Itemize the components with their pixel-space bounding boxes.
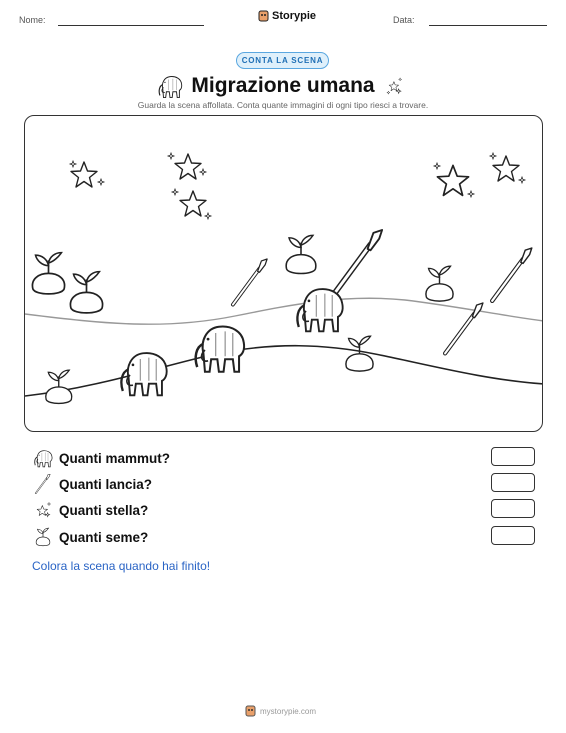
mammoth-icon — [33, 448, 53, 468]
question-star — [33, 499, 543, 521]
brand-name: Storypie — [272, 10, 317, 22]
sparkle-icon — [200, 169, 206, 175]
spear-icon — [492, 248, 532, 301]
question-mammoth — [33, 447, 543, 469]
brand — [258, 10, 316, 22]
name-field[interactable] — [58, 25, 204, 26]
seed-icon — [346, 336, 373, 371]
answer-box-seed[interactable] — [491, 526, 535, 545]
name-label: Nome: — [19, 15, 46, 25]
seed-icon — [32, 253, 64, 294]
sparkle-icon — [70, 161, 76, 167]
sparkle-icon — [468, 191, 474, 197]
answer-box-spear[interactable] — [491, 473, 535, 492]
seed-icon — [33, 527, 53, 547]
question-text: Quanti lancia? — [59, 476, 153, 492]
mammoth-icon — [297, 289, 342, 331]
mammoth-icon — [121, 353, 166, 395]
seed-icon — [426, 266, 453, 301]
star-icon — [437, 165, 468, 195]
instructions: Guarda la scena affollata. Conta quante immagini di ogni tipo riesci a trovare. — [137, 100, 429, 110]
sparkle-icon — [519, 177, 525, 183]
spear-icon — [33, 474, 53, 494]
counting-scene — [24, 115, 543, 432]
star-icon — [493, 156, 519, 181]
date-label: Data: — [393, 15, 415, 25]
sparkle-icon — [434, 163, 440, 169]
seed-icon — [46, 370, 72, 403]
page-title: Migrazione umana — [191, 74, 375, 97]
storypie-logo-icon — [245, 705, 256, 717]
sparkle-icon — [98, 179, 104, 185]
question-spear — [33, 473, 543, 495]
star-icon — [33, 500, 53, 520]
question-seed — [33, 526, 543, 548]
hill-line-front — [25, 346, 543, 396]
activity-badge: CONTA LA SCENA — [236, 52, 329, 69]
seed-icon — [286, 235, 316, 273]
seed-icon — [70, 272, 102, 313]
site-url[interactable]: mystorypie.com — [260, 706, 317, 716]
answer-box-star[interactable] — [491, 499, 535, 518]
footer-note: Colora la scena quando hai finito! — [32, 559, 211, 573]
site-footer — [245, 705, 316, 717]
sparkle-icon — [168, 153, 174, 159]
storypie-logo-icon — [258, 10, 269, 22]
sparkle-icon — [172, 189, 178, 195]
question-text: Quanti stella? — [59, 502, 149, 518]
scene-illustration — [25, 116, 543, 432]
date-field[interactable] — [429, 25, 547, 26]
mammoth-icon — [196, 327, 244, 372]
star-icon — [180, 191, 206, 216]
answer-box-mammoth[interactable] — [491, 447, 535, 466]
sparkle-icon — [490, 153, 496, 159]
star-icon — [175, 154, 201, 179]
spear-icon — [233, 259, 267, 305]
spear-icon — [445, 303, 483, 353]
spear-icon — [330, 230, 382, 300]
star-icon — [384, 75, 406, 97]
question-text: Quanti mammut? — [59, 450, 171, 466]
star-icon — [71, 162, 97, 187]
question-text: Quanti seme? — [59, 529, 149, 545]
sparkle-icon — [205, 213, 211, 219]
